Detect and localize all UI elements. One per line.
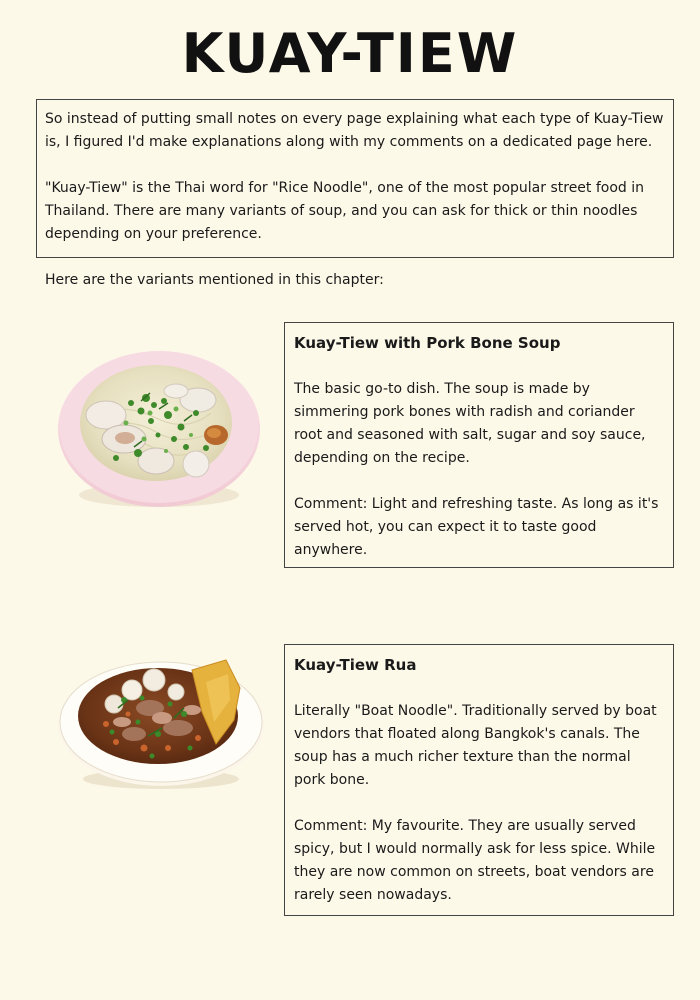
variant-comment: Comment: Light and refreshing taste. As long as it's served hot, you can expect it to taste good anywhere. xyxy=(294,496,659,558)
variant-card-kuay-tiew-rua xyxy=(284,644,674,916)
variant-description: Literally "Boat Noodle". Traditionally served by boat vendors that floated along Bangkok's canals. The soup has a much richer texture than the normal pork bone. xyxy=(294,703,657,788)
variant-description: The basic go-to dish. The soup is made by simmering pork bones with radish and coriander root and seasoned with salt, sugar and soy sauce, depending on the recipe. xyxy=(294,381,646,466)
intro-paragraph-2: "Kuay-Tiew" is the Thai word for "Rice Noodle", one of the most popular street food in Thailand. There are many variants of soup, and you can ask for thick or thin noodles depending on your preference. xyxy=(45,180,645,242)
variant-comment: Comment: My favourite. They are usually served spicy, but I would normally ask for less spice. While they are now common on streets, boat vendors are rarely seen nowadays. xyxy=(294,818,656,903)
boat-noodle-image xyxy=(58,652,266,792)
page-title: KUAY-TIEW xyxy=(181,22,519,85)
intro-box xyxy=(36,99,674,258)
intro-paragraph-1: So instead of putting small notes on every page explaining what each type of Kuay-Tiew is, I figured I'd make explanations along with my comments on a dedicated page here. xyxy=(45,111,664,150)
variant-title: Kuay-Tiew Rua xyxy=(294,656,417,674)
variant-title: Kuay-Tiew with Pork Bone Soup xyxy=(294,334,561,352)
variant-card-pork-bone-soup xyxy=(284,322,674,568)
variants-label: Here are the variants mentioned in this chapter: xyxy=(45,272,384,288)
pork-bone-soup-image xyxy=(56,343,262,513)
